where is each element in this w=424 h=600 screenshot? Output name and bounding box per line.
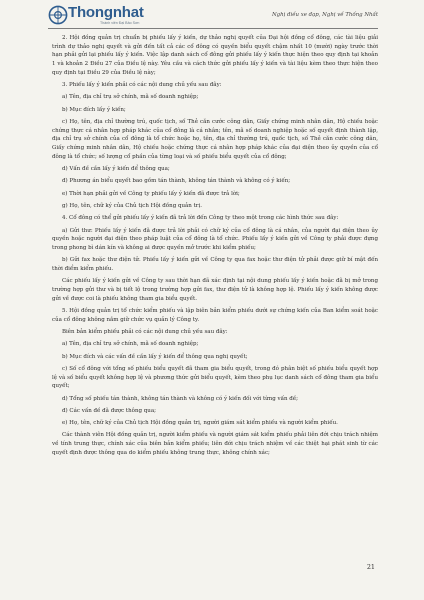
paragraph-clause-5: 5. Hội đồng quản trị tổ chức kiểm phiếu và lập biên bản kiểm phiếu dưới sự chứng kiến của Ban kiểm soát hoặc của cổ đông không nắm giữ chức vụ quản lý Công ty. bbox=[52, 308, 378, 323]
list-item-3a: a) Tên, địa chỉ trụ sở chính, mã số doanh nghiệp; bbox=[62, 94, 199, 101]
list-item-3b: b) Mục đích lấy ý kiến; bbox=[62, 106, 126, 113]
list-item-3c: c) Họ, tên, địa chỉ thường trú, quốc tịch, số Thẻ căn cước công dân, Giấy chứng minh nhân dân, Hộ chiếu hoặc chứng thực cá nhân hợp pháp khác của cổ đông là cá nhân; tên, mã số doanh nghiệp hoặc số quyết định thành lập, địa chỉ trụ sở chính của cổ đông là tổ chức hoặc họ, tên, địa chỉ thường trú, quốc tịch, số Thẻ căn cước công dân, Giấy chứng minh nhân dân, Hộ chiếu hoặc chứng thực cá nhân hợp pháp khác của đại diện theo ủy quyền của cổ đông là tổ chức; số lượng cổ phần của từng loại và số phiếu biểu quyết của cổ đông; bbox=[52, 119, 378, 160]
header-divider bbox=[48, 28, 378, 29]
paragraph-invalid-ballots: Các phiếu lấy ý kiến gửi về Công ty sau thời hạn đã xác định tại nội dung phiếu lấy ý kiến hoặc đã bị mở trong trường hợp gửi thư và bị tiết lộ trong trường hợp gửi fax, thư điện tử là không hợp lệ. Phiếu lấy ý kiến không được gửi về được coi là phiếu không tham gia biểu quyết. bbox=[52, 278, 378, 302]
list-item-3g: g) Họ, tên, chữ ký của Chủ tịch Hội đồng quản trị. bbox=[62, 203, 202, 209]
list-item-5e: e) Họ, tên, chữ ký của Chủ tịch Hội đồng quản trị, người giám sát kiểm phiếu và người kiểm phiếu. bbox=[62, 420, 338, 427]
company-logo bbox=[48, 4, 158, 30]
paragraph-clause-2: 2. Hội đồng quản trị chuẩn bị phiếu lấy ý kiến, dự thảo nghị quyết của Đại hội đồng cổ đông, các tài liệu giải trình dự thảo nghị quyết và gửi đến tất cả các cổ đông có quyền biểu quyết chậm nhất 10 (mười) ngày trước thời hạn phải gửi lại phiếu lấy ý kiến. Việc lập danh sách cổ đông gửi phiếu lấy ý kiến thực hiện theo quy định tại khoản 1 và khoản 2 Điều 27 của Điều lệ này. Yêu cầu và cách thức gửi phiếu lấy ý kiến và tài liệu kèm theo thực hiện theo quy định tại Điều 29 của Điều lệ này; bbox=[52, 35, 378, 76]
document-body bbox=[52, 34, 378, 461]
list-item-5b: b) Mục đích và các vấn đề cần lấy ý kiến để thông qua nghị quyết; bbox=[62, 353, 248, 360]
header-slogan: Nghị điều xe đạp, Nghị về Thống Nhất bbox=[271, 12, 378, 18]
paragraph-clause-4: 4. Cổ đông có thể gửi phiếu lấy ý kiến đã trả lời đến Công ty theo một trong các hình thức sau đây: bbox=[62, 215, 339, 222]
page-number: 21 bbox=[366, 563, 375, 571]
list-item-3e: e) Thời hạn phải gửi về Công ty phiếu lấy ý kiến đã được trả lời; bbox=[62, 190, 240, 197]
list-item-3dd: đ) Phương án biểu quyết bao gồm tán thành, không tán thành và không có ý kiến; bbox=[62, 178, 291, 185]
paragraph-minutes-intro: Biên bản kiểm phiếu phải có các nội dung chủ yếu sau đây: bbox=[62, 329, 228, 335]
logo-emblem-icon bbox=[48, 5, 68, 25]
paragraph-liability: Các thành viên Hội đồng quản trị, người kiểm phiếu và người giám sát kiểm phiếu phải liên đới chịu trách nhiệm về tính trung thực, chính xác của biên bản kiểm phiếu; liên đới chịu trách nhiệm về các thiệt hại phát sinh từ các quyết định được thông qua do kiểm phiếu không trung thực, không chính xác; bbox=[52, 432, 378, 456]
list-item-3d: d) Vấn đề cần lấy ý kiến để thông qua; bbox=[62, 166, 170, 173]
page-header bbox=[0, 0, 424, 36]
list-item-5d: d) Tổng số phiếu tán thành, không tán thành và không có ý kiến đối với từng vấn đề; bbox=[62, 395, 299, 402]
paragraph-clause-3: 3. Phiếu lấy ý kiến phải có các nội dung chủ yếu sau đây: bbox=[62, 82, 222, 89]
list-item-5dd: đ) Các vấn đề đã được thông qua; bbox=[62, 407, 156, 414]
logo-tagline: Thành viên Đại Bảo Sơn bbox=[100, 21, 140, 25]
list-item-5a: a) Tên, địa chỉ trụ sở chính, mã số doanh nghiệp; bbox=[62, 341, 199, 348]
list-item-4b: b) Gửi fax hoặc thư điện tử. Phiếu lấy ý kiến gửi về Công ty qua fax hoặc thư điện tử phải được giữ bí mật đến thời điểm kiểm phiếu. bbox=[52, 257, 378, 272]
list-item-4a: a) Gửi thư: Phiếu lấy ý kiến đã được trả lời phải có chữ ký của cổ đông là cá nhân, của người đại diện theo ủy quyền hoặc người đại diện theo pháp luật của cổ đông là tổ chức. Phiếu lấy ý kiến gửi về Công ty phải được đựng trong phong bì dán kín và không ai được quyền mở trước khi kiểm phiếu; bbox=[52, 227, 378, 251]
list-item-5c: c) Số cổ đông với tổng số phiếu biểu quyết đã tham gia biểu quyết, trong đó phân biệt số phiếu biểu quyết hợp lệ và số biểu quyết không hợp lệ và phương thức gửi biểu quyết, kèm theo phụ lục danh sách cổ đông tham gia biểu quyết; bbox=[52, 365, 378, 390]
logo-wordmark: Thongnhat bbox=[68, 4, 144, 21]
